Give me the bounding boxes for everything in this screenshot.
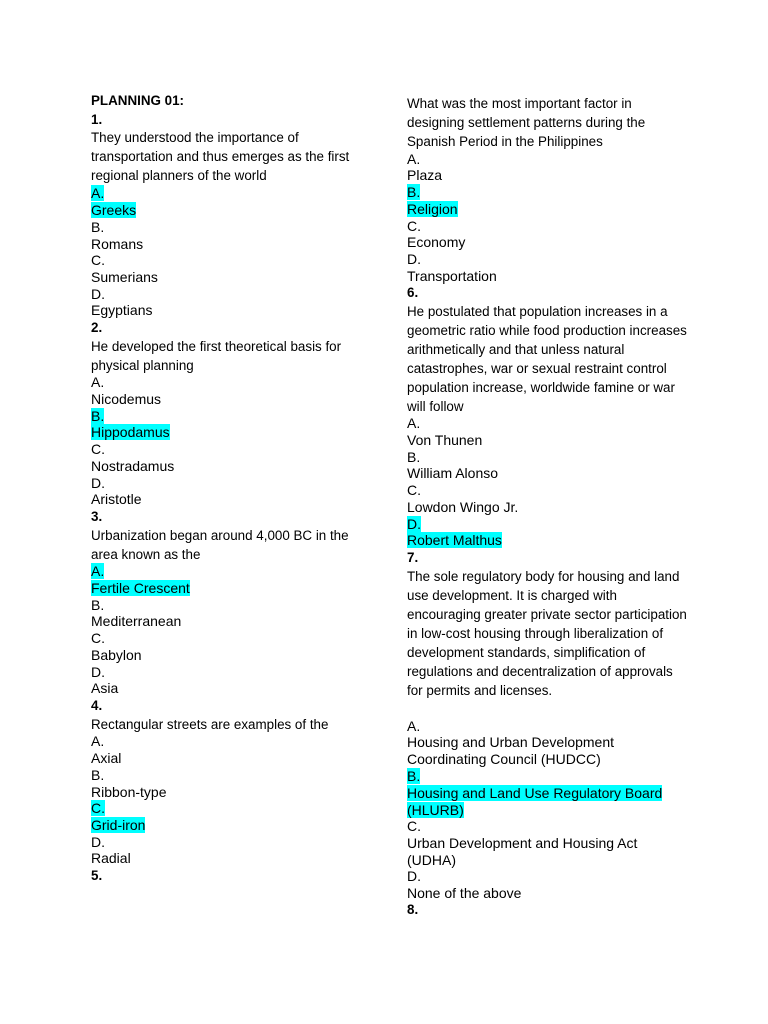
question-number: 5. bbox=[91, 868, 103, 883]
option-answer: Romans bbox=[91, 236, 144, 252]
option-letter: B. bbox=[407, 449, 421, 465]
option-letter-selected: A. bbox=[91, 185, 105, 201]
option-letter: C. bbox=[407, 818, 421, 834]
option-letter-selected: C. bbox=[91, 800, 105, 816]
option-answer: Asia bbox=[91, 680, 119, 696]
option-answer: Ribbon-type bbox=[91, 784, 167, 800]
option-answer: Mediterranean bbox=[91, 613, 182, 629]
option-answer: Nicodemus bbox=[91, 391, 162, 407]
option-letter: A. bbox=[91, 374, 105, 390]
option-answer: Babylon bbox=[91, 647, 142, 663]
option-answer: Nostradamus bbox=[91, 458, 175, 474]
question-number: 7. bbox=[407, 550, 419, 565]
option-letter: B. bbox=[91, 597, 105, 613]
option-answer-selected: Religion bbox=[407, 201, 458, 217]
option-letter: D. bbox=[91, 286, 105, 302]
option-letter: C. bbox=[407, 218, 421, 234]
option-answer: Urban Development and Housing Act (UDHA) bbox=[407, 835, 638, 868]
question-text: They understood the importance of transportation and thus emerges as the first regional planners of the world bbox=[91, 130, 350, 183]
option-letter-selected: D. bbox=[407, 516, 421, 532]
option-letter: A. bbox=[407, 718, 421, 734]
option-letter-selected: B. bbox=[407, 768, 421, 784]
option-answer: William Alonso bbox=[407, 465, 499, 481]
question-text: Rectangular streets are examples of the bbox=[91, 717, 329, 732]
option-answer-selected: Robert Malthus bbox=[407, 532, 502, 548]
option-answer: Egyptians bbox=[91, 302, 153, 318]
page-title: PLANNING 01: bbox=[91, 93, 185, 108]
option-letter: D. bbox=[91, 664, 105, 680]
option-answer-selected: Greeks bbox=[91, 202, 137, 218]
option-letter: C. bbox=[407, 482, 421, 498]
option-answer-selected: Fertile Crescent bbox=[91, 580, 190, 596]
option-answer: None of the above bbox=[407, 885, 522, 901]
option-answer: Sumerians bbox=[91, 269, 158, 285]
option-answer: Economy bbox=[407, 234, 466, 250]
question-number: 3. bbox=[91, 509, 103, 524]
option-letter: A. bbox=[91, 733, 105, 749]
option-letter-selected: A. bbox=[91, 563, 105, 579]
option-letter: C. bbox=[91, 252, 105, 268]
option-letter: B. bbox=[91, 219, 105, 235]
question-number: 6. bbox=[407, 285, 419, 300]
question-number: 2. bbox=[91, 320, 103, 335]
option-letter-selected: B. bbox=[407, 184, 421, 200]
question-text: The sole regulatory body for housing and land use development. It is charged with encouraging greater private sector participation in low-cost housing through liberalization of development standards, simplification of regulations and decentralization of approvals for permits and licenses. bbox=[407, 569, 687, 698]
question-text: He developed the first theoretical basis for physical planning bbox=[91, 339, 342, 373]
option-answer-selected: Hippodamus bbox=[91, 424, 170, 440]
option-letter: D. bbox=[91, 834, 105, 850]
option-letter: C. bbox=[91, 441, 105, 457]
option-answer: Transportation bbox=[407, 268, 497, 284]
option-answer: Plaza bbox=[407, 167, 443, 183]
option-answer: Lowdon Wingo Jr. bbox=[407, 499, 519, 515]
option-letter: D. bbox=[407, 868, 421, 884]
question-number: 4. bbox=[91, 698, 103, 713]
question-number: 1. bbox=[91, 112, 103, 127]
option-answer: Radial bbox=[91, 850, 131, 866]
question-number: 8. bbox=[407, 902, 419, 917]
question-text: What was the most important factor in designing settlement patterns during the Spanish Period in the Philippines bbox=[407, 96, 646, 149]
option-answer-selected: Grid-iron bbox=[91, 817, 146, 833]
option-letter: A. bbox=[407, 415, 421, 431]
option-answer: Housing and Urban Development Coordinating Council (HUDCC) bbox=[407, 734, 615, 767]
option-letter: D. bbox=[91, 475, 105, 491]
option-letter: D. bbox=[407, 251, 421, 267]
option-letter-selected: B. bbox=[91, 408, 105, 424]
option-letter: B. bbox=[91, 767, 105, 783]
option-letter: A. bbox=[407, 151, 421, 167]
option-answer: Von Thunen bbox=[407, 432, 483, 448]
option-answer-selected: Housing and Land Use Regulatory Board (HLURB) bbox=[407, 785, 663, 818]
question-text: Urbanization began around 4,000 BC in the area known as the bbox=[91, 528, 349, 562]
option-letter: C. bbox=[91, 630, 105, 646]
option-answer: Aristotle bbox=[91, 491, 142, 507]
option-answer: Axial bbox=[91, 750, 122, 766]
question-text: He postulated that population increases in a geometric ratio while food production increases arithmetically and that unless natural catastrophes, war or sexual restraint control population increase, worldwide famine or war will follow bbox=[407, 304, 687, 414]
